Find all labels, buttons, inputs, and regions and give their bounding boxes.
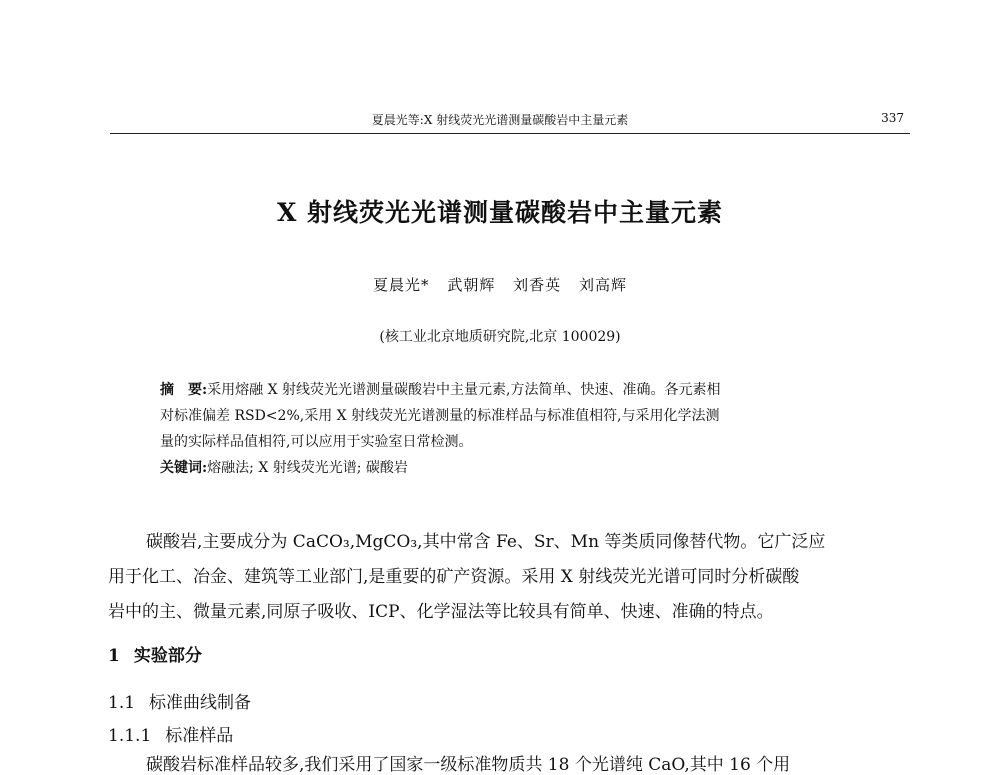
abstract-line bbox=[160, 377, 860, 403]
abstract-text: 采用熔融 X 射线荧光光谱测量碳酸岩中主量元素,方法简单、快速、准确。各元素相 bbox=[207, 382, 721, 398]
running-head bbox=[110, 109, 910, 129]
abstract-block bbox=[160, 377, 860, 481]
paragraph-line: 用于化工、冶金、建筑等工业部门,是重要的矿产资源。采用 X 射线荧光光谱可同时分析碳酸 bbox=[108, 567, 800, 587]
header-rule bbox=[110, 133, 910, 134]
subsubsection-title: 标准样品 bbox=[165, 726, 234, 746]
author: 武朝辉 bbox=[447, 276, 496, 294]
paper-title: X 射线荧光光谱测量碳酸岩中主量元素 bbox=[276, 198, 724, 227]
abstract-line: 对标准偏差 RSD<2%,采用 X 射线荧光光谱测量的标准样品与标准值相符,与采用化学法测 bbox=[160, 408, 720, 424]
intro-paragraph bbox=[108, 525, 916, 630]
section-title: 实验部分 bbox=[133, 646, 202, 666]
subsection-number: 1.1 bbox=[108, 693, 136, 713]
paragraph-line: 碳酸岩,主要成分为 CaCO₃,MgCO₃,其中常含 Fe、Sr、Mn 等类质同像替代物。它广泛应 bbox=[146, 532, 826, 552]
keywords-label: 关键词: bbox=[160, 460, 208, 476]
section-number: 1 bbox=[108, 646, 120, 666]
author: 刘高辉 bbox=[578, 276, 627, 294]
author-list bbox=[0, 274, 1000, 295]
subsubsection-heading bbox=[108, 721, 233, 746]
author: 刘香英 bbox=[513, 276, 562, 294]
section-heading bbox=[108, 641, 202, 666]
affiliation: (核工业北京地质研究院,北京 100029) bbox=[379, 329, 621, 345]
paragraph-line: 岩中的主、微量元素,同原子吸收、ICP、化学湿法等比较具有简单、快速、准确的特点。 bbox=[108, 602, 774, 622]
partial-paragraph-line: 碳酸岩标准样品较多,我们采用了国家一级标准物质共 18 个光谱纯 CaO,其中 16 个用 bbox=[146, 755, 791, 775]
subsection-title: 标准曲线制备 bbox=[149, 693, 252, 713]
author: 夏晨光* bbox=[373, 276, 430, 294]
keywords-text: 熔融法; X 射线荧光光谱; 碳酸岩 bbox=[207, 460, 408, 476]
page-number: 337 bbox=[881, 111, 904, 125]
abstract-label: 摘 要: bbox=[160, 382, 208, 398]
abstract-line: 量的实际样品值相符,可以应用于实验室日常检测。 bbox=[160, 434, 473, 450]
keywords-line bbox=[160, 455, 860, 481]
subsubsection-number: 1.1.1 bbox=[108, 726, 152, 746]
subsection-heading bbox=[108, 688, 251, 713]
running-head-title: 夏晨光等:X 射线荧光光谱测量碳酸岩中主量元素 bbox=[371, 113, 629, 127]
